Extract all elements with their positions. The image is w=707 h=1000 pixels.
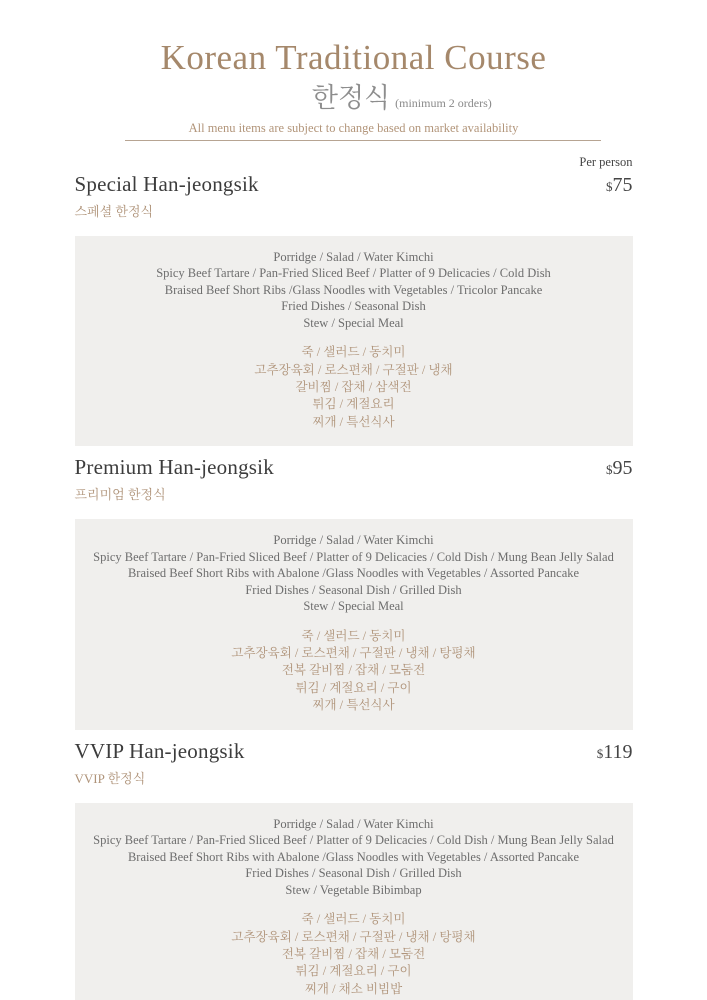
menu-line-ko: 찌개 / 특선식사 (312, 414, 395, 429)
menu-line-ko: 고추장육회 / 로스편채 / 구절판 / 냉채 (254, 362, 453, 377)
menu-line-ko: 죽 / 샐러드 / 동치미 (301, 628, 406, 643)
price-amount: 95 (612, 457, 633, 480)
menu-line-en: Braised Beef Short Ribs with Abalone /Glass Noodles with Vegetables / Assorted Pancake (127, 566, 580, 581)
menu-line-ko: 죽 / 샐러드 / 동치미 (301, 345, 406, 360)
menu-line-en: Fried Dishes / Seasonal Dish / Grilled Dish (245, 866, 462, 881)
menu-line-ko: 찌개 / 채소 비빔밥 (304, 981, 403, 996)
currency-symbol: $ (606, 462, 613, 478)
menu-line-en: Fried Dishes / Seasonal Dish / Grilled Dish (245, 582, 462, 597)
menu-line-en: Spicy Beef Tartare / Pan-Fried Sliced Beef / Platter of 9 Delicacies / Cold Dish / Mung Bean Jelly Salad (93, 549, 614, 564)
menu-line-en: Braised Beef Short Ribs /Glass Noodles with Vegetables / Tricolor Pancake (164, 282, 543, 297)
items-korean (81, 911, 627, 998)
section-price (606, 457, 633, 480)
section-title: Special Han-jeongsik (74, 171, 259, 196)
minimum-orders-note: (minimum 2 orders) (395, 96, 492, 111)
menu-line-en: Porridge / Salad / Water Kimchi (273, 816, 434, 831)
section-title: Premium Han-jeongsik (74, 455, 274, 480)
availability-notice: All menu items are subject to change based on market availability (188, 120, 519, 135)
menu-section (75, 455, 633, 730)
items-korean (81, 344, 627, 431)
section-header (75, 455, 633, 480)
course-items-box (75, 236, 633, 447)
menu-line-ko: 찌개 / 특선식사 (312, 698, 395, 713)
menu-line-en: Porridge / Salad / Water Kimchi (273, 533, 434, 548)
menu-line-ko: 튀김 / 계절요리 / 구이 (295, 964, 412, 979)
menu-line-en: Spicy Beef Tartare / Pan-Fried Sliced Beef / Platter of 9 Delicacies / Cold Dish / Mung Bean Jelly Salad (93, 833, 614, 848)
menu-line-ko: 고추장육회 / 로스편채 / 구절판 / 냉채 / 탕평채 (231, 929, 476, 944)
menu-line-en: Stew / Special Meal (303, 315, 404, 330)
menu-sections (74, 154, 633, 1000)
course-items-box (75, 803, 633, 1000)
page-subtitle-korean: 한정식 (311, 83, 391, 114)
items-english (81, 532, 627, 615)
menu-line-ko: 튀김 / 계절요리 (312, 397, 395, 412)
menu-line-en: Fried Dishes / Seasonal Dish (281, 299, 426, 314)
menu-line-en: Porridge / Salad / Water Kimchi (273, 249, 434, 264)
page-subtitle (75, 82, 633, 114)
per-person-label: Per person (579, 154, 633, 169)
menu-line-en: Spicy Beef Tartare / Pan-Fried Sliced Beef / Platter of 9 Delicacies / Cold Dish (156, 266, 551, 281)
section-subtitle-korean: VVIP 한정식 (74, 770, 146, 786)
menu-line-en: Braised Beef Short Ribs with Abalone /Glass Noodles with Vegetables / Assorted Pancake (127, 849, 580, 864)
section-header (74, 154, 633, 197)
section-title: VVIP Han-jeongsik (74, 738, 245, 763)
menu-section (75, 739, 633, 1000)
currency-symbol: $ (606, 178, 613, 194)
menu-line-ko: 튀김 / 계절요리 / 구이 (295, 680, 412, 695)
menu-line-ko: 고추장육회 / 로스편채 / 구절판 / 냉채 / 탕평채 (231, 646, 476, 661)
menu-line-ko: 전복 갈비찜 / 잡채 / 모둠전 (281, 663, 426, 678)
header-divider (125, 140, 601, 141)
section-subtitle-korean: 프리미엄 한정식 (74, 487, 166, 503)
section-header (75, 739, 633, 764)
page-title: Korean Traditional Course (160, 38, 547, 77)
items-english (81, 249, 627, 332)
menu-line-en: Stew / Special Meal (303, 599, 404, 614)
price-amount: 75 (612, 173, 633, 196)
menu-line-en: Stew / Vegetable Bibimbap (285, 882, 422, 897)
currency-symbol: $ (596, 745, 604, 761)
menu-section (74, 154, 633, 447)
section-price (597, 741, 633, 764)
section-subtitle-korean: 스페셜 한정식 (74, 203, 154, 219)
course-items-box (75, 519, 633, 730)
price-amount: 119 (603, 740, 633, 763)
menu-line-ko: 전복 갈비찜 / 잡채 / 모둠전 (281, 947, 426, 962)
section-price (606, 174, 633, 197)
menu-line-ko: 죽 / 샐러드 / 동치미 (301, 912, 406, 927)
menu-line-ko: 갈비찜 / 잡채 / 삼색전 (295, 379, 412, 394)
items-english (81, 816, 627, 899)
items-korean (81, 628, 627, 715)
